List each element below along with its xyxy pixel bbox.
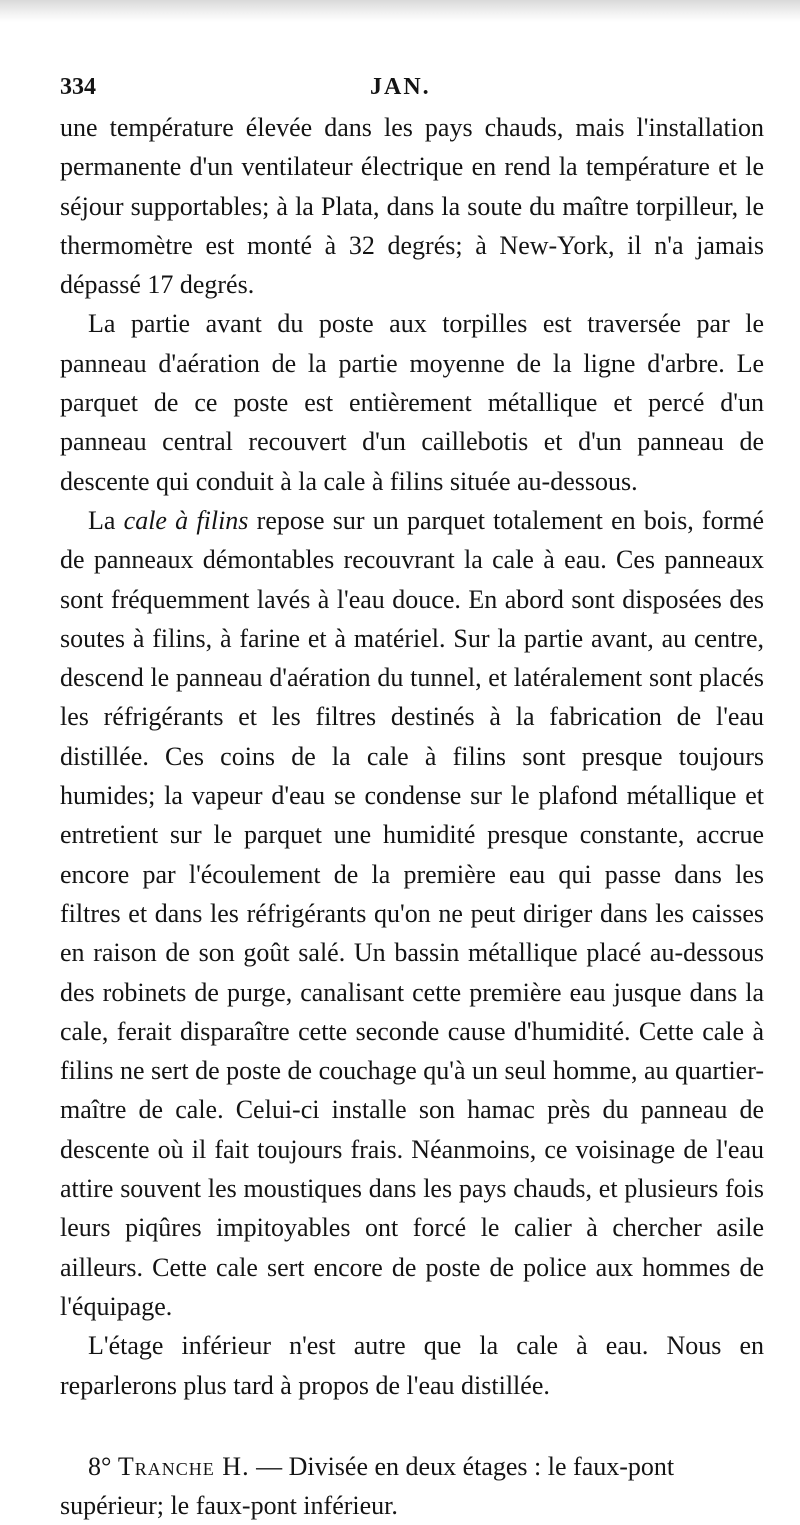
book-page xyxy=(60,68,764,1525)
section-number: 8° xyxy=(88,1451,112,1481)
paragraph-4: L'étage inférieur n'est autre que la cale à eau. Nous en reparlerons plus tard à propos de l'eau distillée. xyxy=(60,1331,764,1400)
body-text xyxy=(60,108,764,1405)
italic-term: cale à filins xyxy=(123,505,249,535)
page-top-edge xyxy=(0,0,800,22)
paragraph-3-lead: La xyxy=(88,505,116,535)
section-paragraph xyxy=(60,1447,764,1525)
section-text: — Divisée en deux étages : le faux-pont supérieur; le faux-pont inférieur. xyxy=(60,1451,675,1521)
section-name: Tranche H. xyxy=(117,1451,250,1481)
section-heading xyxy=(60,1447,764,1525)
running-head xyxy=(60,68,764,108)
paragraph-1: une température élevée dans les pays chauds, mais l'installation permanente d'un ventilateur électrique en rend la température et le séjour supportables; à la Plata, dans la soute du maître torpilleur, le thermomètre est monté à 32 degrés; à New-York, il n'a jamais dépassé 17 degrés. xyxy=(60,113,764,300)
paragraph-3 xyxy=(60,501,764,1326)
page-number: 334 xyxy=(60,74,96,100)
paragraph-3-body: repose sur un parquet totalement en bois, formé de panneaux démontables recouvrant la cale à eau. Ces panneaux sont fréquemment lavés à l'eau douce. En abord sont disposées des soutes à filins, à farine et à matériel. Sur la partie avant, au centre, descend le panneau d'aération du tunnel, et latéralement sont placés les réfrigérants et les filtres destinés à la fabrication de l'eau distillée. Ces coins de la cale à filins sont presque toujours humides; la vapeur d'eau se condense sur le plafond métallique et entretient sur le parquet une humidité presque constante, accrue encore par l'écoulement de la première eau qui passe dans les filtres et dans les réfrigérants qu'on ne peut diriger dans les caisses en raison de son goût salé. Un bassin métallique placé au-dessous des robinets de purge, canalisant cette première eau jusque dans la cale, ferait disparaître cette seconde cause d'humidité. Cette cale à filins ne sert de poste de couchage qu'à un seul homme, au quartier-maître de cale. Celui-ci installe son hamac près du panneau de descente où il fait toujours frais. Néanmoins, ce voisinage de l'eau attire souvent les moustiques dans les pays chauds, et plusieurs fois leurs piqûres impitoyables ont forcé le calier à chercher asile ailleurs. Cette cale sert encore de poste de police aux hommes de l'équipage. xyxy=(60,505,765,1321)
paragraph-2: La partie avant du poste aux torpilles est traversée par le panneau d'aération de la partie moyenne de la ligne d'arbre. Le parquet de ce poste est entièrement métallique et percé d'un panneau central recouvert d'un caillebotis et d'un panneau de descente qui conduit à la cale à filins située au-dessous. xyxy=(60,309,764,496)
running-title: JAN. xyxy=(370,74,431,100)
